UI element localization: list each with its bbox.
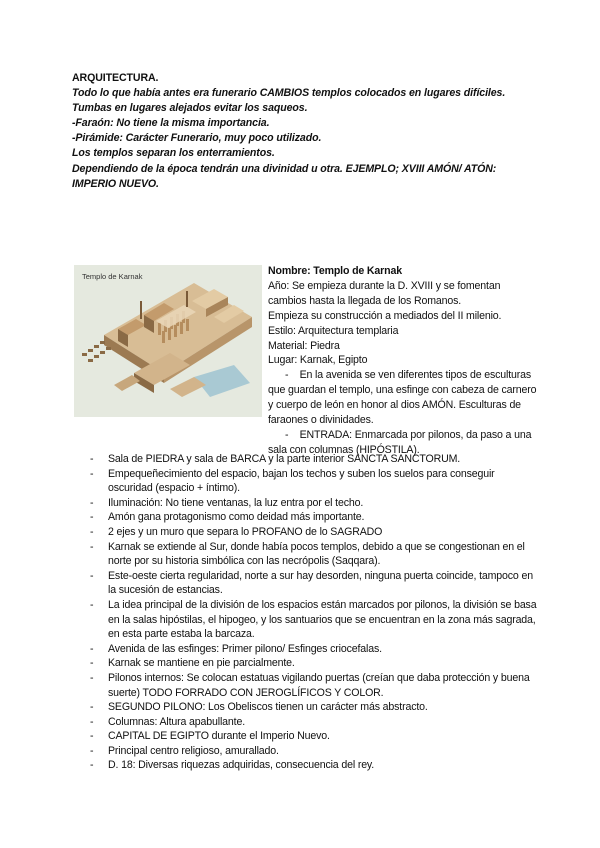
- list-item-text: Sala de PIEDRA y sala de BARCA y la parte interior SANCTA SANCTORUM.: [108, 453, 461, 465]
- bullet-dash: -: [90, 598, 94, 611]
- bullet-dash: -: [90, 730, 94, 743]
- list-item: [90, 671, 540, 700]
- list-item: [90, 729, 540, 744]
- list-item: [90, 656, 540, 671]
- list-item-text: Este-oeste cierta regularidad, norte a sur hay desorden, ninguna puerta coincide, tampoco en la sucesión de estancias.: [108, 569, 533, 597]
- bullet-dash: -: [90, 744, 94, 757]
- list-item-text: CAPITAL DE EGIPTO durante el Imperio Nuevo.: [108, 730, 330, 743]
- list-item: [90, 598, 540, 642]
- karnak-temple-illustration: [74, 265, 262, 417]
- bullet-dash: -: [90, 715, 94, 728]
- figure-caption: Templo de Karnak: [82, 272, 143, 281]
- intro-line: Dependiendo de la época tendrán una divinidad u otra. EJEMPLO; XVIII AMÓN/ ATÓN: IMPERIO NUEVO.: [72, 162, 497, 190]
- list-item: [90, 758, 540, 773]
- list-item-text: Principal centro religioso, amurallado.: [108, 744, 279, 757]
- bullet-list: [90, 452, 540, 773]
- list-item-text: Amón gana protagonismo como deidad más importante.: [108, 511, 365, 524]
- intro-section: [72, 71, 542, 192]
- intro-line: Tumbas en lugares alejados evitar los saqueos.: [72, 102, 308, 115]
- list-item: [90, 715, 540, 730]
- list-item: [90, 569, 540, 598]
- dash-text: En la avenida se ven diferentes tipos de esculturas que guardan el templo, una esfinge con cabeza de carnero y cuerpo de león en honor al dios AMÓN. Esculturas de faraones o divinidades.: [268, 369, 537, 427]
- dash-marker: -: [285, 369, 289, 382]
- info-row: Estilo: Arquitectura templaria: [268, 324, 399, 337]
- list-item: [90, 642, 540, 657]
- bullet-dash: -: [90, 453, 94, 465]
- list-item-text: Iluminación: No tiene ventanas, la luz entra por el techo.: [108, 496, 364, 509]
- list-item: [90, 540, 540, 569]
- bullet-dash: -: [90, 701, 94, 714]
- list-item-text: Empequeñecimiento del espacio, bajan los techos y suben los suelos para conseguir oscuridad (espacio + íntimo).: [108, 467, 495, 495]
- list-item: [90, 510, 540, 525]
- bullet-dash: -: [90, 759, 94, 772]
- info-row: Empieza su construcción a mediados del II milenio.: [268, 309, 502, 322]
- list-item-text: Pilonos internos: Se colocan estatuas vigilando puertas (creían que daba protección y buena suerte) TODO FORRADO CON JEROGLÍFICOS Y COLOR.: [108, 671, 530, 699]
- intro-line: Todo lo que había antes era funerario CAMBIOS templos colocados en lugares difíciles.: [72, 87, 506, 100]
- section-heading: ARQUITECTURA.: [72, 72, 159, 84]
- list-item: [90, 496, 540, 511]
- bullet-dash: -: [90, 540, 94, 553]
- list-item-text: D. 18: Diversas riquezas adquiridas, consecuencia del rey.: [108, 759, 375, 772]
- info-row: Material: Piedra: [268, 339, 340, 352]
- info-dash-item: [268, 368, 540, 428]
- temple-name: Nombre: Templo de Karnak: [268, 265, 402, 277]
- dash-marker: -: [285, 428, 289, 441]
- info-row: Año: Se empieza durante la D. XVIII y se fomentan cambios hasta la llegada de los Romanos.: [268, 279, 501, 307]
- list-item-text: La idea principal de la división de los espacios están marcados por pilonos, la división se basa en la salas hipóstilas, el hipogeo, y los santuarios que se encuentran en la zona más sagrada, en esta parte estaba la barcaza.: [108, 598, 537, 641]
- list-item: [90, 467, 540, 496]
- list-item: [90, 452, 540, 467]
- bullet-dash: -: [90, 467, 94, 480]
- bullet-dash: -: [90, 657, 94, 670]
- list-item-text: Columnas: Altura apabullante.: [108, 715, 245, 728]
- intro-line: -Pirámide: Carácter Funerario, muy poco utilizado.: [72, 132, 322, 145]
- bullet-dash: -: [90, 511, 94, 524]
- list-item-text: SEGUNDO PILONO: Los Obeliscos tienen un carácter más abstracto.: [108, 701, 428, 714]
- dash-text: ENTRADA: Enmarcada por pilonos, da paso a una sala con columnas (HIPÓSTILA).: [268, 428, 532, 456]
- obelisk: [140, 301, 142, 319]
- list-item: [90, 744, 540, 759]
- info-row: Lugar: Karnak, Egipto: [268, 354, 368, 367]
- bullet-dash: -: [90, 642, 94, 655]
- list-item: [90, 525, 540, 540]
- bullet-dash: -: [90, 496, 94, 509]
- list-item-text: Avenida de las esfinges: Primer pilono/ Esfinges criocefalas.: [108, 642, 382, 655]
- temple-info: [268, 264, 540, 458]
- intro-line: -Faraón: No tiene la misma importancia.: [72, 117, 270, 130]
- intro-line: Los templos separan los enterramientos.: [72, 147, 275, 160]
- list-item-text: Karnak se extiende al Sur, donde había pocos templos, debido a que se congestionan en el norte por su historia simbólica con las necrópolis (Saqqara).: [108, 540, 525, 568]
- list-item: [90, 700, 540, 715]
- list-item-text: 2 ejes y un muro que separa lo PROFANO de lo SAGRADO: [108, 525, 383, 538]
- bullet-dash: -: [90, 525, 94, 538]
- bullet-dash: -: [90, 671, 94, 684]
- list-item-text: Karnak se mantiene en pie parcialmente.: [108, 657, 295, 670]
- obelisk: [186, 291, 188, 307]
- bullet-dash: -: [90, 569, 94, 582]
